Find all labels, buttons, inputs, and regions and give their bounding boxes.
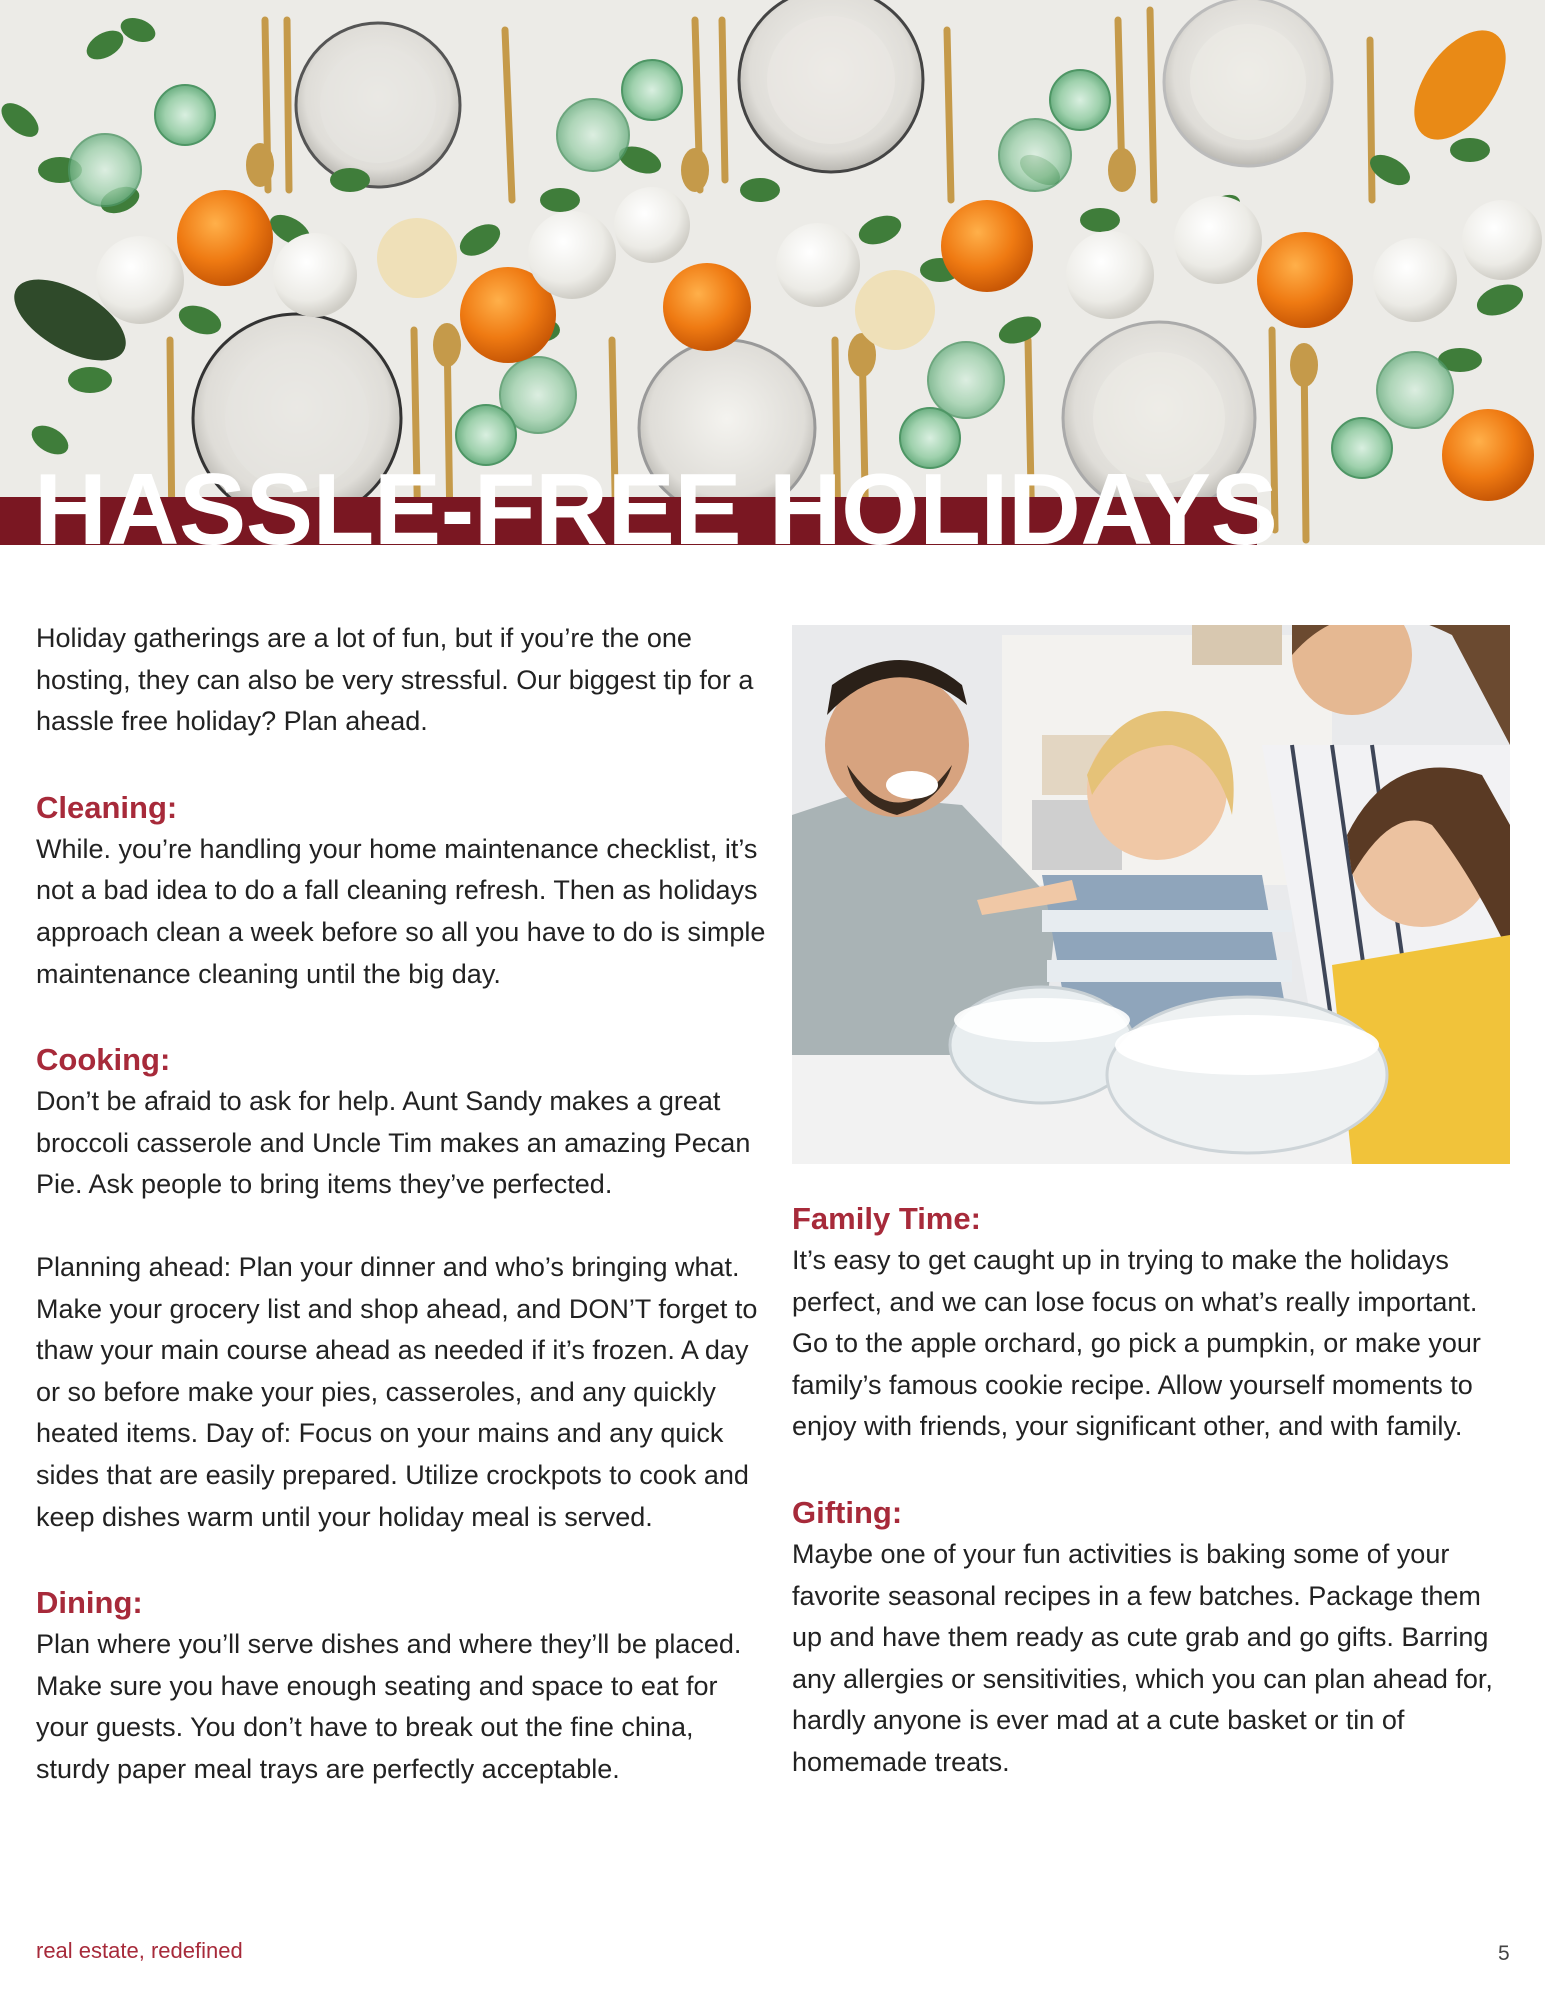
planning-paragraph: Planning ahead: Plan your dinner and who’s bringing what. Make your grocery list and shop ahead, and DON’T forget to thaw your main course ahead as needed if it’s frozen. A day or so before make your pies, casseroles, and any quickly heated items. Day of: Focus on your mains and any quick sides that are easily prepared. Utilize crockpots to cook and keep dishes warm until your holiday meal is served. <box>36 1251 758 1532</box>
family-baking-illustration <box>792 625 1510 1164</box>
dining-paragraph: Plan where you’ll serve dishes and where they’ll be placed. Make sure you have enough seating and space to eat for your guests. You don’t have to break out the fine china, sturdy paper meal trays are perfectly acceptable. <box>36 1629 742 1784</box>
footer-brand: real estate, redefined <box>36 1938 243 1963</box>
page-title: HASSLE-FREE HOLIDAYS <box>34 454 1278 545</box>
hero-image <box>0 0 1545 545</box>
family-time-paragraph: It’s easy to get caught up in trying to make the holidays perfect, and we can lose focus on what’s really important. Go to the apple orchard, go pick a pumpkin, or make your family’s famous cookie recipe. Allow yourself moments to enjoy with friends, your significant other, and with family. <box>792 1245 1481 1442</box>
heading-gifting: Gifting: <box>792 1494 903 1530</box>
cleaning-paragraph: While. you’re handling your home maintenance checklist, it’s not a bad idea to do a fall cleaning refresh. Then as holidays approach clean a week before so all you have to do is simple maintenance cleaning until the big day. <box>36 833 766 989</box>
cooking-paragraph: Don’t be afraid to ask for help. Aunt Sandy makes a great broccoli casserole and Uncle Tim makes an amazing Pecan Pie. Ask people to bring items they’ve perfected. <box>36 1086 751 1200</box>
heading-dining: Dining: <box>36 1585 143 1621</box>
left-column <box>36 618 766 1790</box>
heading-family-time: Family Time: <box>792 1201 981 1236</box>
right-column <box>792 1198 1517 1784</box>
heading-cooking: Cooking: <box>36 1042 171 1078</box>
family-baking-photo <box>792 625 1510 1164</box>
heading-cleaning: Cleaning: <box>36 789 178 825</box>
gifting-paragraph: Maybe one of your fun activities is baking some of your favorite seasonal recipes in a few batches. Package them up and have them ready as cute grab and go gifts. Barring any allergies or sensitivities, which you can plan ahead for, hardly anyone is ever mad at a cute basket or tin of homemade treats. <box>792 1538 1493 1777</box>
plates <box>193 0 1332 522</box>
page-number: 5 <box>1498 1942 1510 1965</box>
intro-paragraph: Holiday gatherings are a lot of fun, but if you’re the one hosting, they can also be very stressful. Our biggest tip for a hassle free holiday? Plan ahead. <box>36 623 754 737</box>
